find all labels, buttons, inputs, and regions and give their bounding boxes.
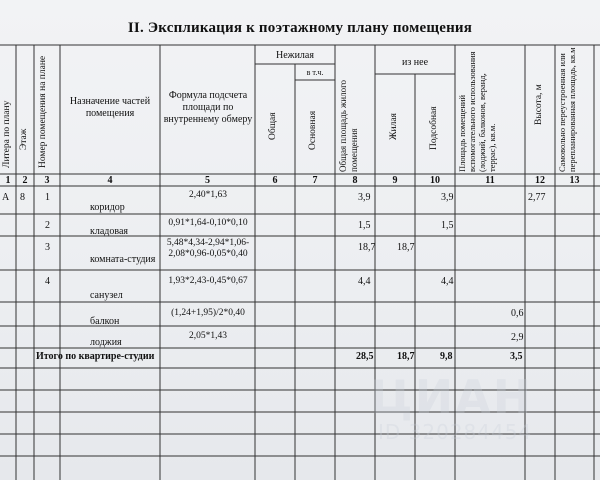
- total-aux-area: 3,5: [510, 351, 523, 362]
- cell-auxiliary: 1,5: [441, 220, 454, 231]
- cell-aux-area: 0,6: [511, 308, 524, 319]
- column-number: 6: [272, 175, 278, 186]
- header-aux-area: Площадь помещений вспомогательного использования (лоджий, балконов, веранд, террас), кв.м.: [457, 51, 497, 172]
- cell-room-no: 2: [45, 220, 50, 231]
- cell-purpose: санузел: [90, 290, 123, 301]
- cell-aux-area: 2,9: [511, 332, 524, 343]
- header-purpose: Назначение частей помещения: [69, 96, 151, 119]
- total-living-area: 28,5: [356, 351, 374, 362]
- cell-formula: 0,91*1,64-0,10*0,10: [168, 218, 248, 228]
- total-auxiliary: 9,8: [440, 351, 453, 362]
- cell-living-total: 4,4: [358, 276, 371, 287]
- header-main: Основная: [308, 110, 318, 150]
- column-number: 10: [430, 175, 440, 186]
- header-height: Высота, м: [534, 84, 544, 125]
- cell-living-total: 3,9: [358, 192, 371, 203]
- header-unauthorized: Самовольно переустроенная или перепланированная площадь, кв.м: [557, 47, 577, 172]
- header-living-total: Общая площадь жилого помещения: [338, 79, 359, 172]
- header-litera: Литера по плану: [2, 100, 12, 168]
- total-living: 18,7: [397, 351, 415, 362]
- cell-room-no: 1: [45, 192, 50, 203]
- column-number: 12: [535, 175, 545, 186]
- column-number: 7: [312, 175, 318, 186]
- column-number: 8: [352, 175, 358, 186]
- header-incl: в т.ч.: [306, 68, 324, 77]
- cell-auxiliary: 3,9: [441, 192, 454, 203]
- cell-purpose: лоджия: [90, 337, 122, 348]
- cell-formula: (1,24+1,95)/2*0,40: [171, 308, 245, 318]
- cell-formula: 1,93*2,43-0,45*0,67: [168, 276, 248, 286]
- cell-floor: 8: [20, 192, 25, 203]
- cell-litera: А: [2, 192, 10, 203]
- cell-formula: 2,05*1,43: [189, 331, 227, 341]
- header-auxiliary: Подсобная: [429, 106, 439, 150]
- cell-auxiliary: 4,4: [441, 276, 454, 287]
- cell-purpose: комната-студия: [90, 254, 156, 265]
- column-number: 5: [205, 175, 210, 186]
- cell-purpose: коридор: [90, 202, 125, 213]
- cell-living-total: 1,5: [358, 220, 371, 231]
- header-of-which: из нее: [401, 57, 429, 68]
- cell-purpose: кладовая: [90, 226, 129, 237]
- watermark-logo: ЦИАН: [370, 370, 534, 424]
- column-number: 3: [44, 175, 50, 186]
- column-number: 2: [22, 175, 28, 186]
- column-number: 11: [485, 175, 495, 186]
- header-living-group: Нежилая: [276, 50, 314, 61]
- cell-living-total: 18,7: [358, 242, 376, 253]
- header-formula: Формула подсчета площади по внутреннему обмеру: [163, 90, 253, 125]
- cell-room-no: 3: [45, 242, 50, 253]
- cell-living: 18,7: [397, 242, 415, 253]
- cell-room-no: 4: [45, 276, 50, 287]
- column-number: 13: [569, 175, 580, 186]
- watermark-id: ID 320284454: [378, 420, 533, 444]
- column-number: 9: [392, 175, 398, 186]
- column-number: 4: [107, 175, 113, 186]
- column-number: 1: [5, 175, 11, 186]
- header-living: Жилая: [389, 113, 399, 140]
- cell-height: 2,77: [528, 192, 546, 203]
- cell-formula: 2,40*1,63: [189, 190, 227, 200]
- page-title: II. Экспликация к поэтажному плану помещения: [127, 20, 473, 36]
- header-room-no: Номер помещения на плане: [38, 55, 48, 168]
- header-floor: Этаж: [19, 128, 29, 150]
- cell-formula: 5,48*4,34-2,94*1,06-2,08*0,96-0,05*0,40: [166, 238, 250, 259]
- total-label: Итого по квартире-студии: [36, 351, 155, 362]
- cell-purpose: балкон: [90, 316, 120, 327]
- header-total: Общая: [268, 112, 278, 140]
